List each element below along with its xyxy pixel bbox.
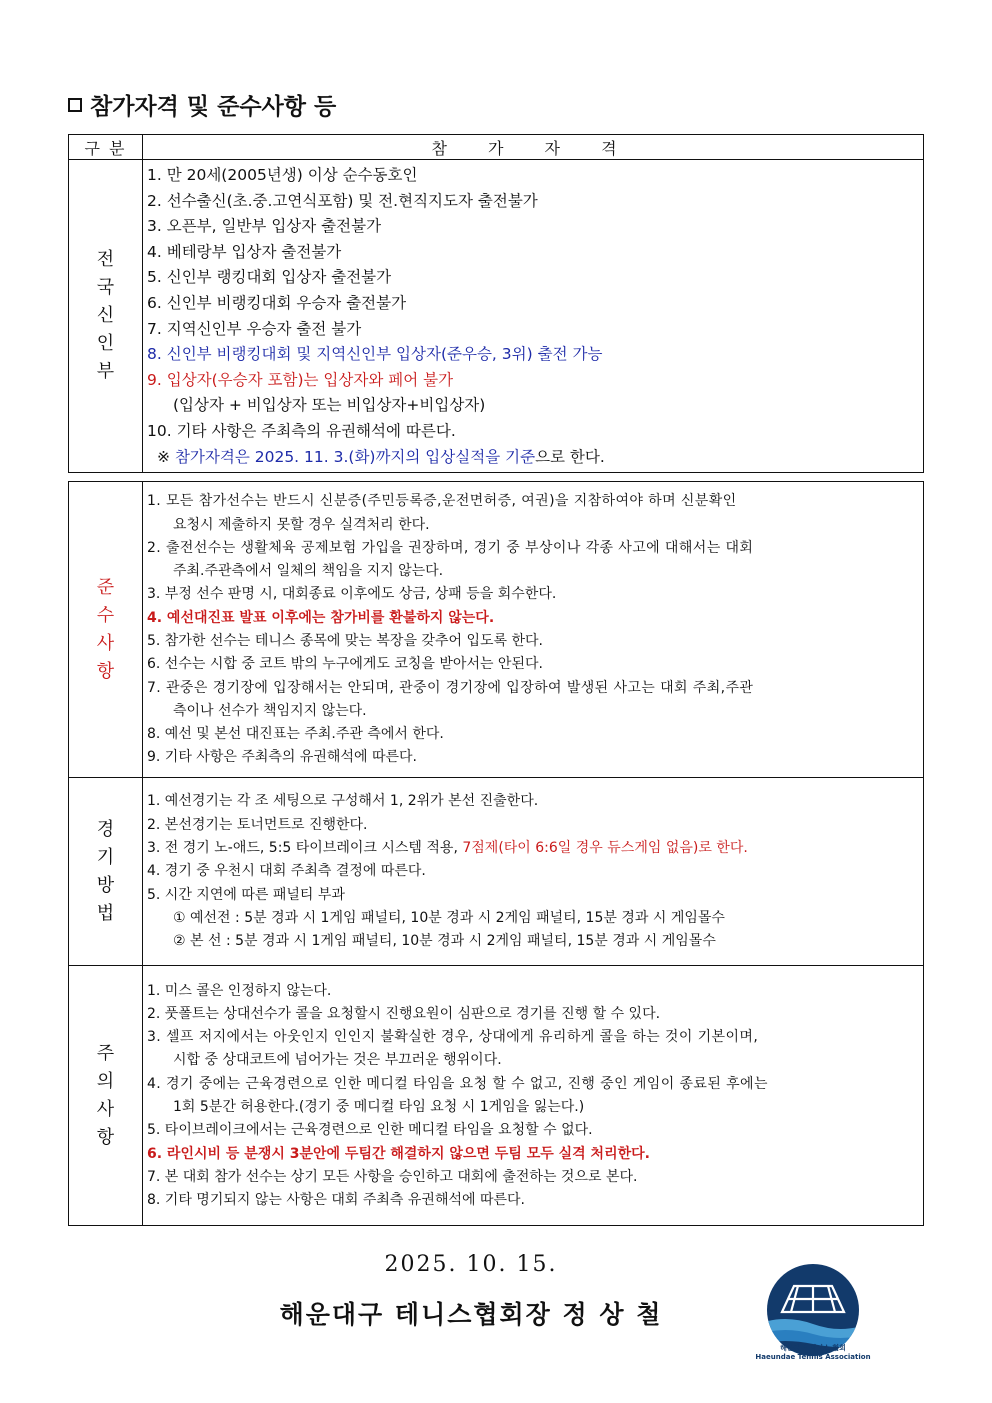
list-item: 10. 기타 사항은 주최측의 유권해석에 따른다. [147,421,456,440]
row-label-compliance: 준 수 사 항 [69,482,143,778]
document-date: 2025. 10. 15. [384,1252,558,1277]
eligibility-note [147,445,919,471]
precautions-list [143,966,924,1226]
logo-caption [740,1344,886,1362]
list-item: ① 예선전 : 5분 경과 시 1게임 패널티, 10분 경과 시 2게임 패널티, 15분 경과 시 게임몰수 [173,909,725,926]
list-item: 1. 예선경기는 각 조 세팅으로 구성해서 1, 2위가 본선 진출한다. [147,793,539,810]
logo-text-korean: 해운대구 테니스 협회 [780,1344,846,1352]
list-item: 6. 신인부 비랭킹대회 우승자 출전불가 [147,293,407,312]
signature-line: 해운대구 테니스협회장 정 상 철 [279,1300,663,1329]
list-item: 1회 5분간 허용한다.(경기 중 메디컬 타임 요청 시 1게임을 잃는다.) [173,1099,585,1115]
checkbox-square-icon [68,98,82,112]
list-item: (입상자 + 비입상자 또는 비입상자+비입상자) [173,396,486,415]
list-item: 시합 중 상대코트에 넘어가는 것은 부끄러운 행위이다. [173,1052,502,1069]
eligibility-list [143,160,924,473]
list-item: 5. 신인부 랭킹대회 입상자 출전불가 [147,268,392,287]
list-item: 8. 예선 및 본선 대진표는 주최.주관 측에서 한다. [147,726,444,743]
row-label-match-method: 경 기 방 법 [69,778,143,966]
list-item: 3. 오픈부, 일반부 입상자 출전불가 [147,217,382,236]
list-item: 3. 셀프 저지에서는 아웃인지 인인지 불확실한 경우, 상대에게 유리하게 콜을 하는 것이 기본이며, [147,1029,759,1046]
list-item: 2. 출전선수는 생활체육 공제보험 가입을 권장하며, 경기 중 부상이나 각종 사고에 대해서는 대회 [147,539,754,556]
list-item: 7. 지역신인부 우승자 출전 불가 [147,319,362,338]
list-item: 6. 선수는 시합 중 코트 밖의 누구에게도 코칭을 받아서는 안된다. [147,656,543,673]
header-eligibility: 참 가 자 격 [143,135,924,160]
table-header-row [69,135,924,160]
list-item: 요청시 제출하지 못할 경우 실격처리 한다. [173,516,430,533]
note-text-highlight: 참가자격은 2025. 11. 3.(화)까지의 입상실적을 기준 [174,447,536,466]
list-item: 5. 시간 지연에 따른 패널티 부과 [147,886,345,903]
section-title [68,88,336,121]
list-item: 4. 예선대진표 발표 이후에는 참가비를 환불하지 않는다. [147,609,495,626]
list-item: 5. 참가한 선수는 테니스 종목에 맞는 복장을 갖추어 입도록 한다. [147,633,543,649]
list-item: 2. 풋폴트는 상대선수가 콜을 요청할시 진행요원이 심판으로 경기를 진행 할 수 있다. [147,1005,661,1022]
list-item: 2. 선수출신(초.중.고연식포함) 및 전.현직지도자 출전불가 [147,191,538,210]
list-item: 6. 라인시비 등 분쟁시 3분안에 두팀간 해결하지 않으면 두팀 모두 실격 처리한다. [147,1145,650,1162]
compliance-list [143,482,924,778]
list-item: ② 본 선 : 5분 경과 시 1게임 패널티, 10분 경과 시 2게임 패널티, 15분 경과 시 게임몰수 [173,933,716,950]
list-item: 5. 타이브레이크에서는 근육경련으로 인한 메디컬 타임을 요청할 수 없다. [147,1122,593,1139]
list-item: 측이나 선수가 책임지지 않는다. [173,702,367,719]
note-mark: ※ [157,447,170,466]
list-item: 1. 모든 참가선수는 반드시 신분증(주민등록증,운전면허증, 여권)을 지참하여야 하며 신분확인 [147,493,737,510]
list-item: 4. 경기 중 우천시 대회 주최측 결정에 따른다. [147,863,426,880]
list-item: 3. 전 경기 노-애드, 5:5 타이브레이크 시스템 적용, 7점제(타이 6:6일 경우 듀스게임 없음)로 한다. [147,840,748,857]
note-text-end: 으로 한다. [535,447,605,466]
list-item: 8. 기타 명기되지 않는 사항은 대회 주최측 유권해석에 따른다. [147,1192,525,1209]
logo-text-english: Haeundae Tennis Association [755,1353,871,1361]
section-title-text: 참가자격 및 준수사항 등 [90,94,337,120]
list-item: 4. 베테랑부 입상자 출전불가 [147,242,342,261]
scoring-rule-highlight: 7점제(타이 6:6일 경우 듀스게임 없음)로 한다. [462,840,748,857]
rules-table [68,481,924,1226]
list-item: 1. 미스 콜은 인정하지 않는다. [147,982,332,999]
list-item: 8. 신인부 비랭킹대회 및 지역신인부 입상자(준우승, 3위) 출전 가능 [147,345,603,364]
list-item: 9. 기타 사항은 주최측의 유권해석에 따른다. [147,749,417,766]
list-item: 7. 본 대회 참가 선수는 상기 모든 사항을 승인하고 대회에 출전하는 것으로 본다. [147,1168,638,1185]
list-item: 9. 입상자(우승자 포함)는 입상자와 페어 불가 [147,370,454,389]
list-item: 4. 경기 중에는 근육경련으로 인한 메디컬 타임을 요청 할 수 없고, 진행 중인 게임이 종료된 후에는 [147,1075,768,1092]
match-method-list [143,778,924,966]
list-item: 3. 부정 선수 판명 시, 대회종료 이후에도 상금, 상패 등을 회수한다. [147,586,557,603]
list-item: 1. 만 20세(2005년생) 이상 순수동호인 [147,166,418,184]
row-label-national-newcomer: 전 국 신 인 부 [69,160,143,473]
header-category: 구 분 [69,135,143,160]
list-item: 2. 본선경기는 토너먼트로 진행한다. [147,816,368,833]
list-item: 주최.주관측에서 일체의 책임을 지지 않는다. [173,563,444,580]
list-item: 7. 관중은 경기장에 입장해서는 안되며, 관중이 경기장에 입장하여 발생된 사고는 대회 주최,주관 [147,679,754,696]
row-label-precautions: 주 의 사 항 [69,966,143,1226]
eligibility-table [68,134,924,473]
